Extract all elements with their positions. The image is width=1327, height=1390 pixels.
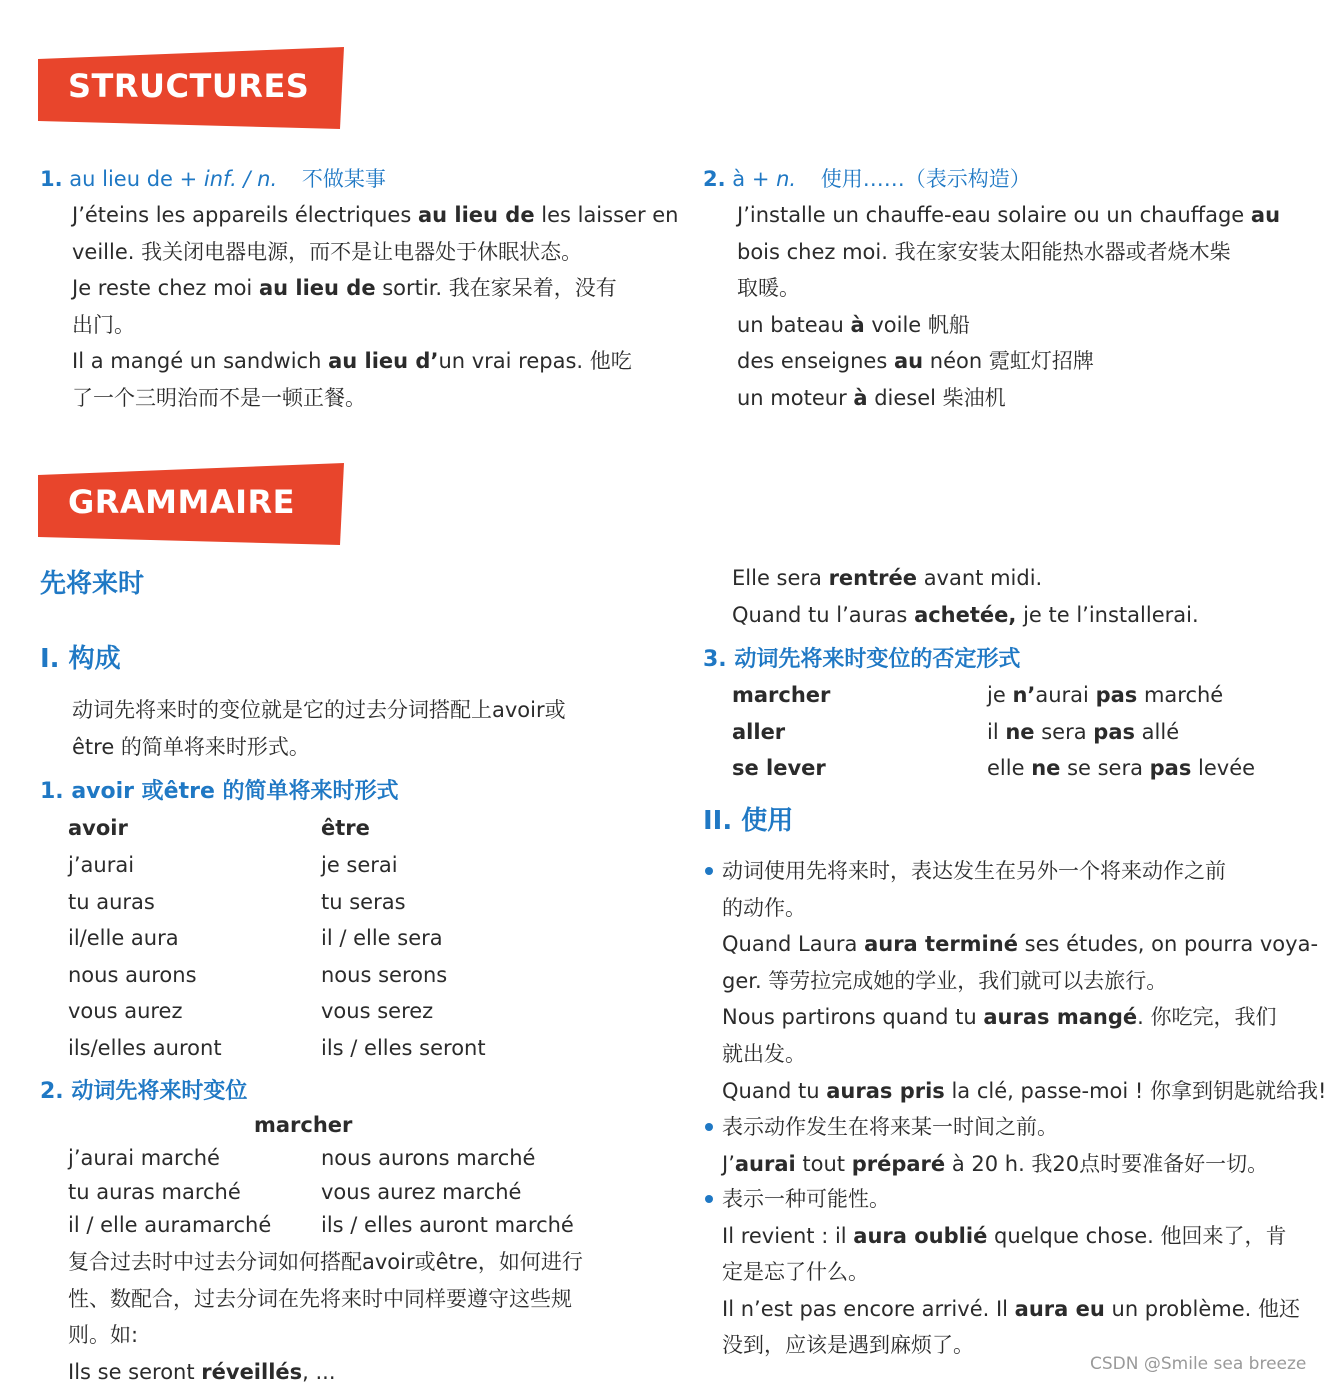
text-line bbox=[722, 853, 1326, 890]
text-segment: 没到，应该是遇到麻烦了。 bbox=[722, 1333, 974, 1358]
structures-banner bbox=[38, 47, 344, 129]
bold-segment: aura oublié bbox=[853, 1223, 988, 1248]
text-segment: ger. 等劳拉完成她的学业，我们就可以去旅行。 bbox=[722, 968, 1168, 993]
text-line bbox=[732, 597, 1199, 634]
bold-segment: au lieu de bbox=[417, 203, 535, 227]
bold-segment: aura terminé bbox=[864, 932, 1018, 957]
text-line bbox=[737, 270, 1280, 307]
bold-segment: auras mangé bbox=[983, 1005, 1138, 1030]
text-line bbox=[72, 307, 679, 344]
text-segment: la clé, passe-moi ! 你拿到钥匙就给我! bbox=[944, 1078, 1327, 1103]
text-line bbox=[72, 234, 679, 271]
bold-segment: auras pris bbox=[826, 1078, 945, 1103]
bold-segment: à bbox=[853, 385, 868, 410]
text-line bbox=[68, 1281, 583, 1318]
table-cell-right: je serai bbox=[321, 853, 398, 877]
structure-2-pattern-italic: n. bbox=[776, 167, 797, 191]
bold-segment: au lieu d’ bbox=[328, 349, 439, 374]
text-segment: Je reste chez moi bbox=[72, 276, 259, 301]
text-segment: ses études, on pourra voya- bbox=[1017, 932, 1319, 957]
text-line bbox=[68, 1354, 583, 1390]
text-segment: 表示动作发生在将来某一时间之前。 bbox=[722, 1115, 1058, 1139]
bold-segment: préparé bbox=[851, 1151, 946, 1176]
text-segment: elle bbox=[987, 756, 1032, 781]
structure-1-body bbox=[72, 197, 679, 417]
text-segment: 复合过去时中过去分词如何搭配avoir或être，如何进行 bbox=[68, 1250, 583, 1274]
sub-2-verb: marcher bbox=[254, 1113, 353, 1137]
sub-2-title: 2. 动词先将来时变位 bbox=[40, 1079, 248, 1104]
text-segment: il bbox=[987, 719, 1006, 744]
text-segment: Quand tu l’auras bbox=[732, 602, 915, 627]
text-segment: tout bbox=[795, 1151, 852, 1176]
section-1-intro bbox=[72, 692, 566, 765]
text-segment: bois chez moi. 我在家安装太阳能热水器或者烧木柴 bbox=[737, 239, 1231, 264]
text-segment: 定是忘了什么。 bbox=[722, 1260, 869, 1285]
watermark: CSDN @Smile sea breeze bbox=[1090, 1354, 1307, 1374]
structure-2-meaning: 使用……（表示构造） bbox=[820, 167, 1031, 191]
structure-2-heading bbox=[703, 164, 1031, 194]
text-segment: des enseignes bbox=[737, 349, 894, 374]
structure-1-meaning: 不做某事 bbox=[301, 167, 386, 191]
negation-verb: marcher bbox=[732, 683, 831, 707]
text-segment: Ils se seront bbox=[68, 1359, 202, 1384]
text-segment: levée bbox=[1191, 756, 1256, 781]
table-cell-left: tu auras marché bbox=[68, 1179, 241, 1204]
bold-segment: ne bbox=[1005, 719, 1035, 744]
text-segment: avant midi. bbox=[917, 566, 1043, 590]
table-cell-right: tu seras bbox=[321, 889, 406, 914]
text-line bbox=[68, 1317, 583, 1354]
text-line bbox=[72, 692, 566, 729]
text-line bbox=[722, 1181, 1300, 1218]
text-segment: 的动作。 bbox=[722, 895, 806, 920]
section-2-title: II. 使用 bbox=[703, 806, 794, 836]
text-line bbox=[722, 999, 1326, 1036]
text-line bbox=[722, 963, 1326, 1000]
bullet-1-dot bbox=[705, 867, 713, 875]
text-segment: 动词使用先将来时，表达发生在另外一个将来动作之前 bbox=[722, 859, 1226, 883]
text-line bbox=[722, 1146, 1268, 1183]
table-cell-left: ils/elles auront bbox=[68, 1036, 222, 1060]
negation-verb: aller bbox=[732, 719, 786, 744]
table-cell-right: ils / elles auront marché bbox=[321, 1213, 574, 1237]
text-segment: 表示一种可能性。 bbox=[722, 1187, 890, 1211]
grammar-topic: 先将来时 bbox=[40, 569, 145, 599]
usage-bullet-3 bbox=[722, 1181, 1300, 1364]
bold-segment: pas bbox=[1093, 719, 1135, 744]
text-line bbox=[722, 1291, 1300, 1328]
grammaire-banner bbox=[38, 463, 344, 545]
table-cell-right: nous serons bbox=[321, 962, 448, 987]
text-line bbox=[72, 197, 679, 234]
table-cell-left: nous aurons bbox=[68, 962, 197, 987]
bold-segment: aura eu bbox=[1014, 1296, 1105, 1321]
text-segment: 出门。 bbox=[72, 312, 135, 337]
text-segment: se sera bbox=[1060, 756, 1150, 781]
structure-1-number: 1. bbox=[40, 167, 63, 191]
table-cell-left: j’aurai bbox=[68, 853, 135, 877]
examples-continued bbox=[732, 560, 1199, 633]
text-segment: 了一个三明治而不是一顿正餐。 bbox=[72, 385, 366, 410]
negation-form bbox=[987, 714, 1179, 751]
text-segment: un problème. 他还 bbox=[1104, 1296, 1300, 1321]
negation-form bbox=[987, 750, 1255, 787]
text-segment: . 你吃完，我们 bbox=[1137, 1005, 1277, 1030]
text-segment: marché bbox=[1137, 683, 1224, 707]
structure-1-pattern: au lieu de + bbox=[69, 167, 204, 191]
structure-2-number: 2. bbox=[703, 167, 726, 191]
bold-segment: au bbox=[893, 349, 924, 374]
text-segment: les laisser en bbox=[534, 203, 679, 227]
negation-form bbox=[987, 677, 1223, 714]
structures-title: STRUCTURES bbox=[68, 67, 310, 105]
text-segment: 性、数配合，过去分词在先将来时中同样要遵守这些规 bbox=[68, 1286, 572, 1311]
bullet-3-dot bbox=[705, 1195, 713, 1203]
usage-bullet-1 bbox=[722, 853, 1326, 1109]
text-segment: diesel 柴油机 bbox=[867, 385, 1006, 410]
structure-1-heading bbox=[40, 164, 386, 194]
bold-segment: au lieu de bbox=[258, 276, 376, 301]
text-segment: Quand Laura bbox=[722, 932, 865, 957]
text-segment: aurai bbox=[1035, 683, 1096, 707]
table-cell-left: il / elle auramarché bbox=[68, 1213, 272, 1237]
text-line bbox=[722, 926, 1326, 963]
text-segment: Il revient : il bbox=[722, 1223, 854, 1248]
text-line bbox=[68, 1244, 583, 1281]
table-cell-right: ils / elles seront bbox=[321, 1036, 486, 1060]
text-line bbox=[737, 380, 1280, 417]
text-line bbox=[737, 343, 1280, 380]
bold-segment: au bbox=[1250, 203, 1281, 227]
text-line bbox=[72, 270, 679, 307]
text-segment: J’ bbox=[722, 1151, 735, 1176]
bold-segment: n’ bbox=[1012, 683, 1036, 707]
text-segment: allé bbox=[1134, 719, 1180, 744]
structure-1-pattern-italic: inf. / n. bbox=[203, 167, 278, 191]
table-cell-left: il/elle aura bbox=[68, 926, 179, 951]
bold-segment: réveillés bbox=[201, 1359, 303, 1384]
text-segment: je bbox=[987, 683, 1013, 707]
text-line bbox=[732, 560, 1199, 597]
bullet-2-dot bbox=[705, 1123, 713, 1131]
grammaire-title: GRAMMAIRE bbox=[68, 483, 296, 521]
section-1-title: I. 构成 bbox=[40, 644, 121, 674]
bold-segment: à bbox=[850, 312, 865, 337]
table-cell-right: nous aurons marché bbox=[321, 1146, 536, 1170]
table-cell-right: vous serez bbox=[321, 999, 434, 1024]
table-cell-right: il / elle sera bbox=[321, 926, 443, 951]
text-line bbox=[737, 234, 1280, 271]
text-line bbox=[72, 729, 566, 766]
text-segment: voile 帆船 bbox=[864, 312, 970, 337]
bold-segment: pas bbox=[1095, 683, 1138, 707]
bold-segment: ne bbox=[1031, 756, 1061, 781]
table-cell-left: j’aurai marché bbox=[68, 1146, 220, 1170]
text-line bbox=[722, 1109, 1268, 1146]
text-line bbox=[722, 1254, 1300, 1291]
text-segment: Nous partirons quand tu bbox=[722, 1005, 984, 1030]
sub-2-note bbox=[68, 1244, 583, 1390]
text-line bbox=[722, 1218, 1300, 1255]
text-line bbox=[722, 890, 1326, 927]
text-segment: J’éteins les appareils électriques bbox=[72, 203, 418, 227]
conj-header-avoir: avoir bbox=[68, 816, 128, 840]
text-segment: 则。如: bbox=[68, 1323, 139, 1348]
text-segment: un vrai repas. 他吃 bbox=[438, 349, 632, 374]
text-segment: néon 霓虹灯招牌 bbox=[923, 349, 1094, 374]
text-line bbox=[722, 1036, 1326, 1073]
text-segment: J’installe un chauffe-eau solaire ou un chauffage bbox=[737, 203, 1251, 227]
text-segment: sortir. 我在家呆着，没有 bbox=[375, 276, 617, 301]
text-segment: veille. 我关闭电器电源，而不是让电器处于休眠状态。 bbox=[72, 239, 583, 264]
text-segment: sera bbox=[1034, 719, 1094, 744]
text-segment: un bateau bbox=[737, 312, 851, 337]
text-segment: Quand tu bbox=[722, 1078, 827, 1103]
text-segment: Il a mangé un sandwich bbox=[72, 349, 329, 374]
text-line bbox=[72, 343, 679, 380]
negation-verb: se lever bbox=[732, 756, 826, 781]
table-cell-right: vous aurez marché bbox=[321, 1179, 522, 1204]
text-line bbox=[737, 197, 1280, 234]
text-line bbox=[737, 307, 1280, 344]
usage-bullet-2 bbox=[722, 1109, 1268, 1182]
text-line bbox=[722, 1073, 1326, 1110]
bold-segment: aurai bbox=[734, 1151, 796, 1176]
text-segment: à 20 h. 我20点时要准备好一切。 bbox=[945, 1151, 1269, 1176]
bold-segment: rentrée bbox=[828, 566, 918, 590]
bold-segment: achetée, bbox=[914, 602, 1017, 627]
conj-header-etre: être bbox=[321, 816, 370, 840]
structure-2-body bbox=[737, 197, 1280, 417]
sub-1-title: 1. avoir 或être 的简单将来时形式 bbox=[40, 779, 399, 804]
table-cell-left: vous aurez bbox=[68, 999, 183, 1024]
table-cell-left: tu auras bbox=[68, 889, 155, 914]
text-segment: 就出发。 bbox=[722, 1041, 806, 1066]
text-segment: Il n’est pas encore arrivé. Il bbox=[722, 1296, 1015, 1321]
text-segment: être 的简单将来时形式。 bbox=[72, 734, 310, 759]
text-segment: , ... bbox=[302, 1359, 336, 1384]
sub-3-title: 3. 动词先将来时变位的否定形式 bbox=[703, 647, 1021, 672]
text-segment: quelque chose. 他回来了，肯 bbox=[987, 1223, 1287, 1248]
text-segment: 动词先将来时的变位就是它的过去分词搭配上avoir或 bbox=[72, 698, 566, 722]
text-segment: je te l’installerai. bbox=[1016, 602, 1199, 627]
structure-2-pattern: à + bbox=[732, 167, 777, 191]
text-line bbox=[72, 380, 679, 417]
bold-segment: pas bbox=[1149, 756, 1192, 781]
text-segment: un moteur bbox=[737, 385, 854, 410]
text-segment: Elle sera bbox=[732, 566, 829, 590]
text-segment: 取暖。 bbox=[737, 276, 800, 301]
